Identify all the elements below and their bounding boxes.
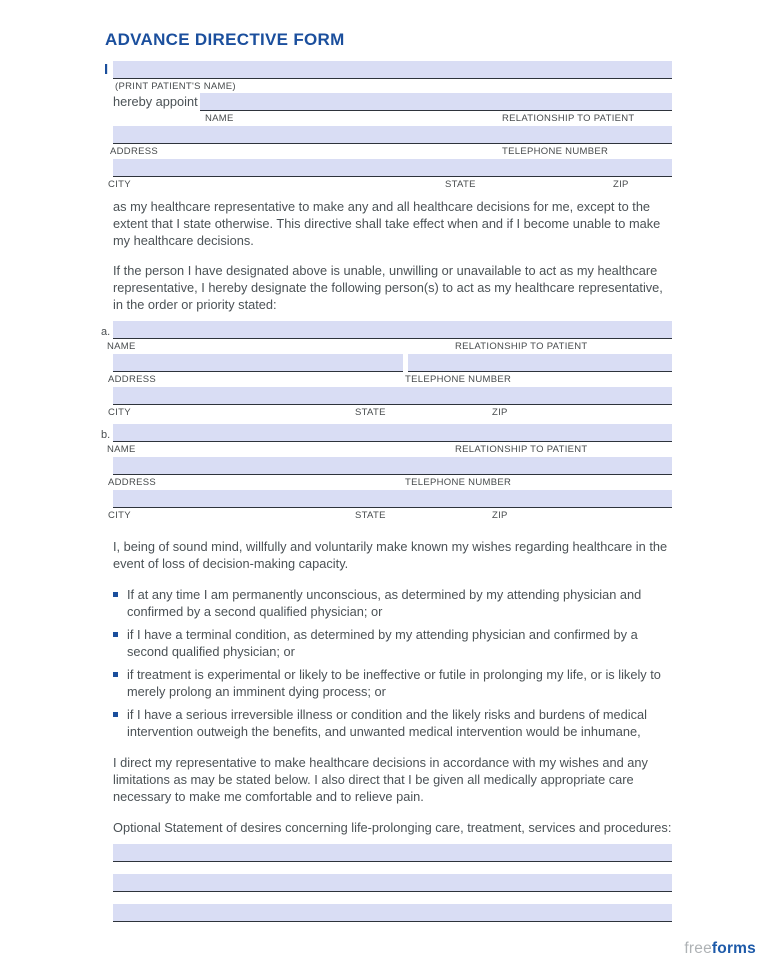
alternate-a-address-labels bbox=[108, 374, 672, 385]
state-label: STATE bbox=[355, 510, 386, 521]
alternate-b-address-input[interactable] bbox=[113, 457, 672, 475]
paragraph-if-person-designated: If the person I have designated above is unable, unwilling or unavailable to act as my healthcare representative, I hereby designate the following person(s) to act as my healthcare representative, in the order or priority stated: bbox=[113, 263, 663, 312]
alternate-a-name-input[interactable] bbox=[113, 321, 672, 339]
city-label: CITY bbox=[108, 510, 131, 521]
rep-address-labels bbox=[110, 146, 672, 157]
alternate-b-name-row bbox=[101, 424, 672, 442]
optional-statement-line-3-input[interactable] bbox=[113, 904, 672, 922]
page-title: ADVANCE DIRECTIVE FORM bbox=[105, 30, 345, 49]
telephone-label: TELEPHONE NUMBER bbox=[405, 374, 512, 385]
bullet-square-icon bbox=[113, 672, 118, 677]
name-label: NAME bbox=[107, 444, 136, 455]
relationship-label: RELATIONSHIP TO PATIENT bbox=[455, 444, 588, 455]
city-label: CITY bbox=[108, 407, 131, 418]
optional-statement-line-1-input[interactable] bbox=[113, 844, 672, 862]
list-item bbox=[113, 706, 672, 740]
condition-bullet-list bbox=[113, 586, 672, 740]
alternate-a-address-input[interactable] bbox=[113, 354, 403, 372]
freeforms-logo bbox=[684, 940, 756, 958]
paragraph-as-my-representative: as my healthcare representative to make any and all healthcare decisions for me, except to the extent that I state otherwise. This directive shall take effect when and if I become unable to make my healthcare decisions. bbox=[113, 199, 661, 248]
telephone-label: TELEPHONE NUMBER bbox=[502, 146, 609, 157]
address-label: ADDRESS bbox=[110, 146, 159, 157]
representative-city-state-zip-input[interactable] bbox=[113, 159, 672, 177]
patient-name-labels bbox=[113, 81, 672, 92]
zip-label: ZIP bbox=[492, 407, 508, 418]
zip-label: ZIP bbox=[492, 510, 508, 521]
alternate-b-address-labels bbox=[108, 477, 672, 488]
bullet-text: If at any time I am permanently unconscious, as determined by my attending physician and confirmed by a second qualified physician; or bbox=[127, 587, 642, 619]
form-content bbox=[101, 30, 672, 922]
bullet-text: if I have a terminal condition, as determined by my attending physician and confirmed by a second qualified physician; or bbox=[127, 627, 638, 659]
alternate-a-address-row bbox=[113, 354, 672, 372]
alternate-a-telephone-input[interactable] bbox=[408, 354, 672, 372]
state-label: STATE bbox=[445, 179, 476, 190]
bullet-text: if I have a serious irreversible illness or condition and the likely risks and burdens of medical intervention outweigh the benefits, and unwanted medical intervention would be inhumane, bbox=[127, 707, 647, 739]
patient-name-row bbox=[104, 61, 672, 79]
bullet-text: if treatment is experimental or likely to be ineffective or futile in prolonging my life, or is likely to merely prolong an imminent dying process; or bbox=[127, 667, 661, 699]
alternate-a-name-labels bbox=[107, 341, 672, 352]
alternate-a-name-row bbox=[101, 321, 672, 339]
relationship-label: RELATIONSHIP TO PATIENT bbox=[502, 113, 635, 124]
rep-city-labels bbox=[108, 179, 672, 190]
brand-free-text: free bbox=[684, 940, 712, 957]
bullet-square-icon bbox=[113, 592, 118, 597]
name-label: NAME bbox=[205, 113, 234, 124]
bullet-square-icon bbox=[113, 632, 118, 637]
city-label: CITY bbox=[108, 179, 131, 190]
bullet-square-icon bbox=[113, 712, 118, 717]
alternate-b-city-labels bbox=[108, 510, 672, 521]
hereby-appoint-row bbox=[113, 93, 672, 111]
alternate-b-prefix: b. bbox=[101, 429, 111, 441]
representative-address-input[interactable] bbox=[113, 126, 672, 144]
list-item bbox=[113, 626, 672, 660]
rep-name-labels bbox=[113, 113, 672, 124]
patient-name-input[interactable] bbox=[113, 61, 672, 79]
relationship-label: RELATIONSHIP TO PATIENT bbox=[455, 341, 588, 352]
alternate-b-name-labels bbox=[107, 444, 672, 455]
alternate-b-name-input[interactable] bbox=[113, 424, 672, 442]
name-label: NAME bbox=[107, 341, 136, 352]
list-item bbox=[113, 666, 672, 700]
paragraph-sound-mind: I, being of sound mind, willfully and voluntarily make known my wishes regarding healthcare in the event of loss of decision-making capacity. bbox=[113, 539, 668, 571]
hereby-appoint-text: hereby appoint bbox=[113, 94, 198, 109]
alternate-a-prefix: a. bbox=[101, 326, 111, 338]
address-label: ADDRESS bbox=[108, 374, 157, 385]
alternate-a-city-labels bbox=[108, 407, 672, 418]
optional-statement-line-2-input[interactable] bbox=[113, 874, 672, 892]
paragraph-direct-representative: I direct my representative to make healthcare decisions in accordance with my wishes and any limitations as may be stated below. I also direct that I be given all medically appropriate care necessary to make me comfortable and to relieve pain. bbox=[113, 755, 648, 804]
representative-name-input[interactable] bbox=[200, 93, 672, 111]
pronoun-i: I bbox=[104, 61, 109, 78]
list-item bbox=[113, 586, 672, 620]
alternate-a-city-state-zip-input[interactable] bbox=[113, 387, 672, 405]
zip-label: ZIP bbox=[613, 179, 629, 190]
telephone-label: TELEPHONE NUMBER bbox=[405, 477, 512, 488]
state-label: STATE bbox=[355, 407, 386, 418]
alternate-b-city-state-zip-input[interactable] bbox=[113, 490, 672, 508]
paragraph-optional-statement: Optional Statement of desires concerning life-prolonging care, treatment, services and procedures: bbox=[113, 820, 672, 835]
print-patient-name-label: (PRINT PATIENT'S NAME) bbox=[115, 81, 236, 92]
address-label: ADDRESS bbox=[108, 477, 157, 488]
brand-forms-text: forms bbox=[711, 940, 756, 957]
